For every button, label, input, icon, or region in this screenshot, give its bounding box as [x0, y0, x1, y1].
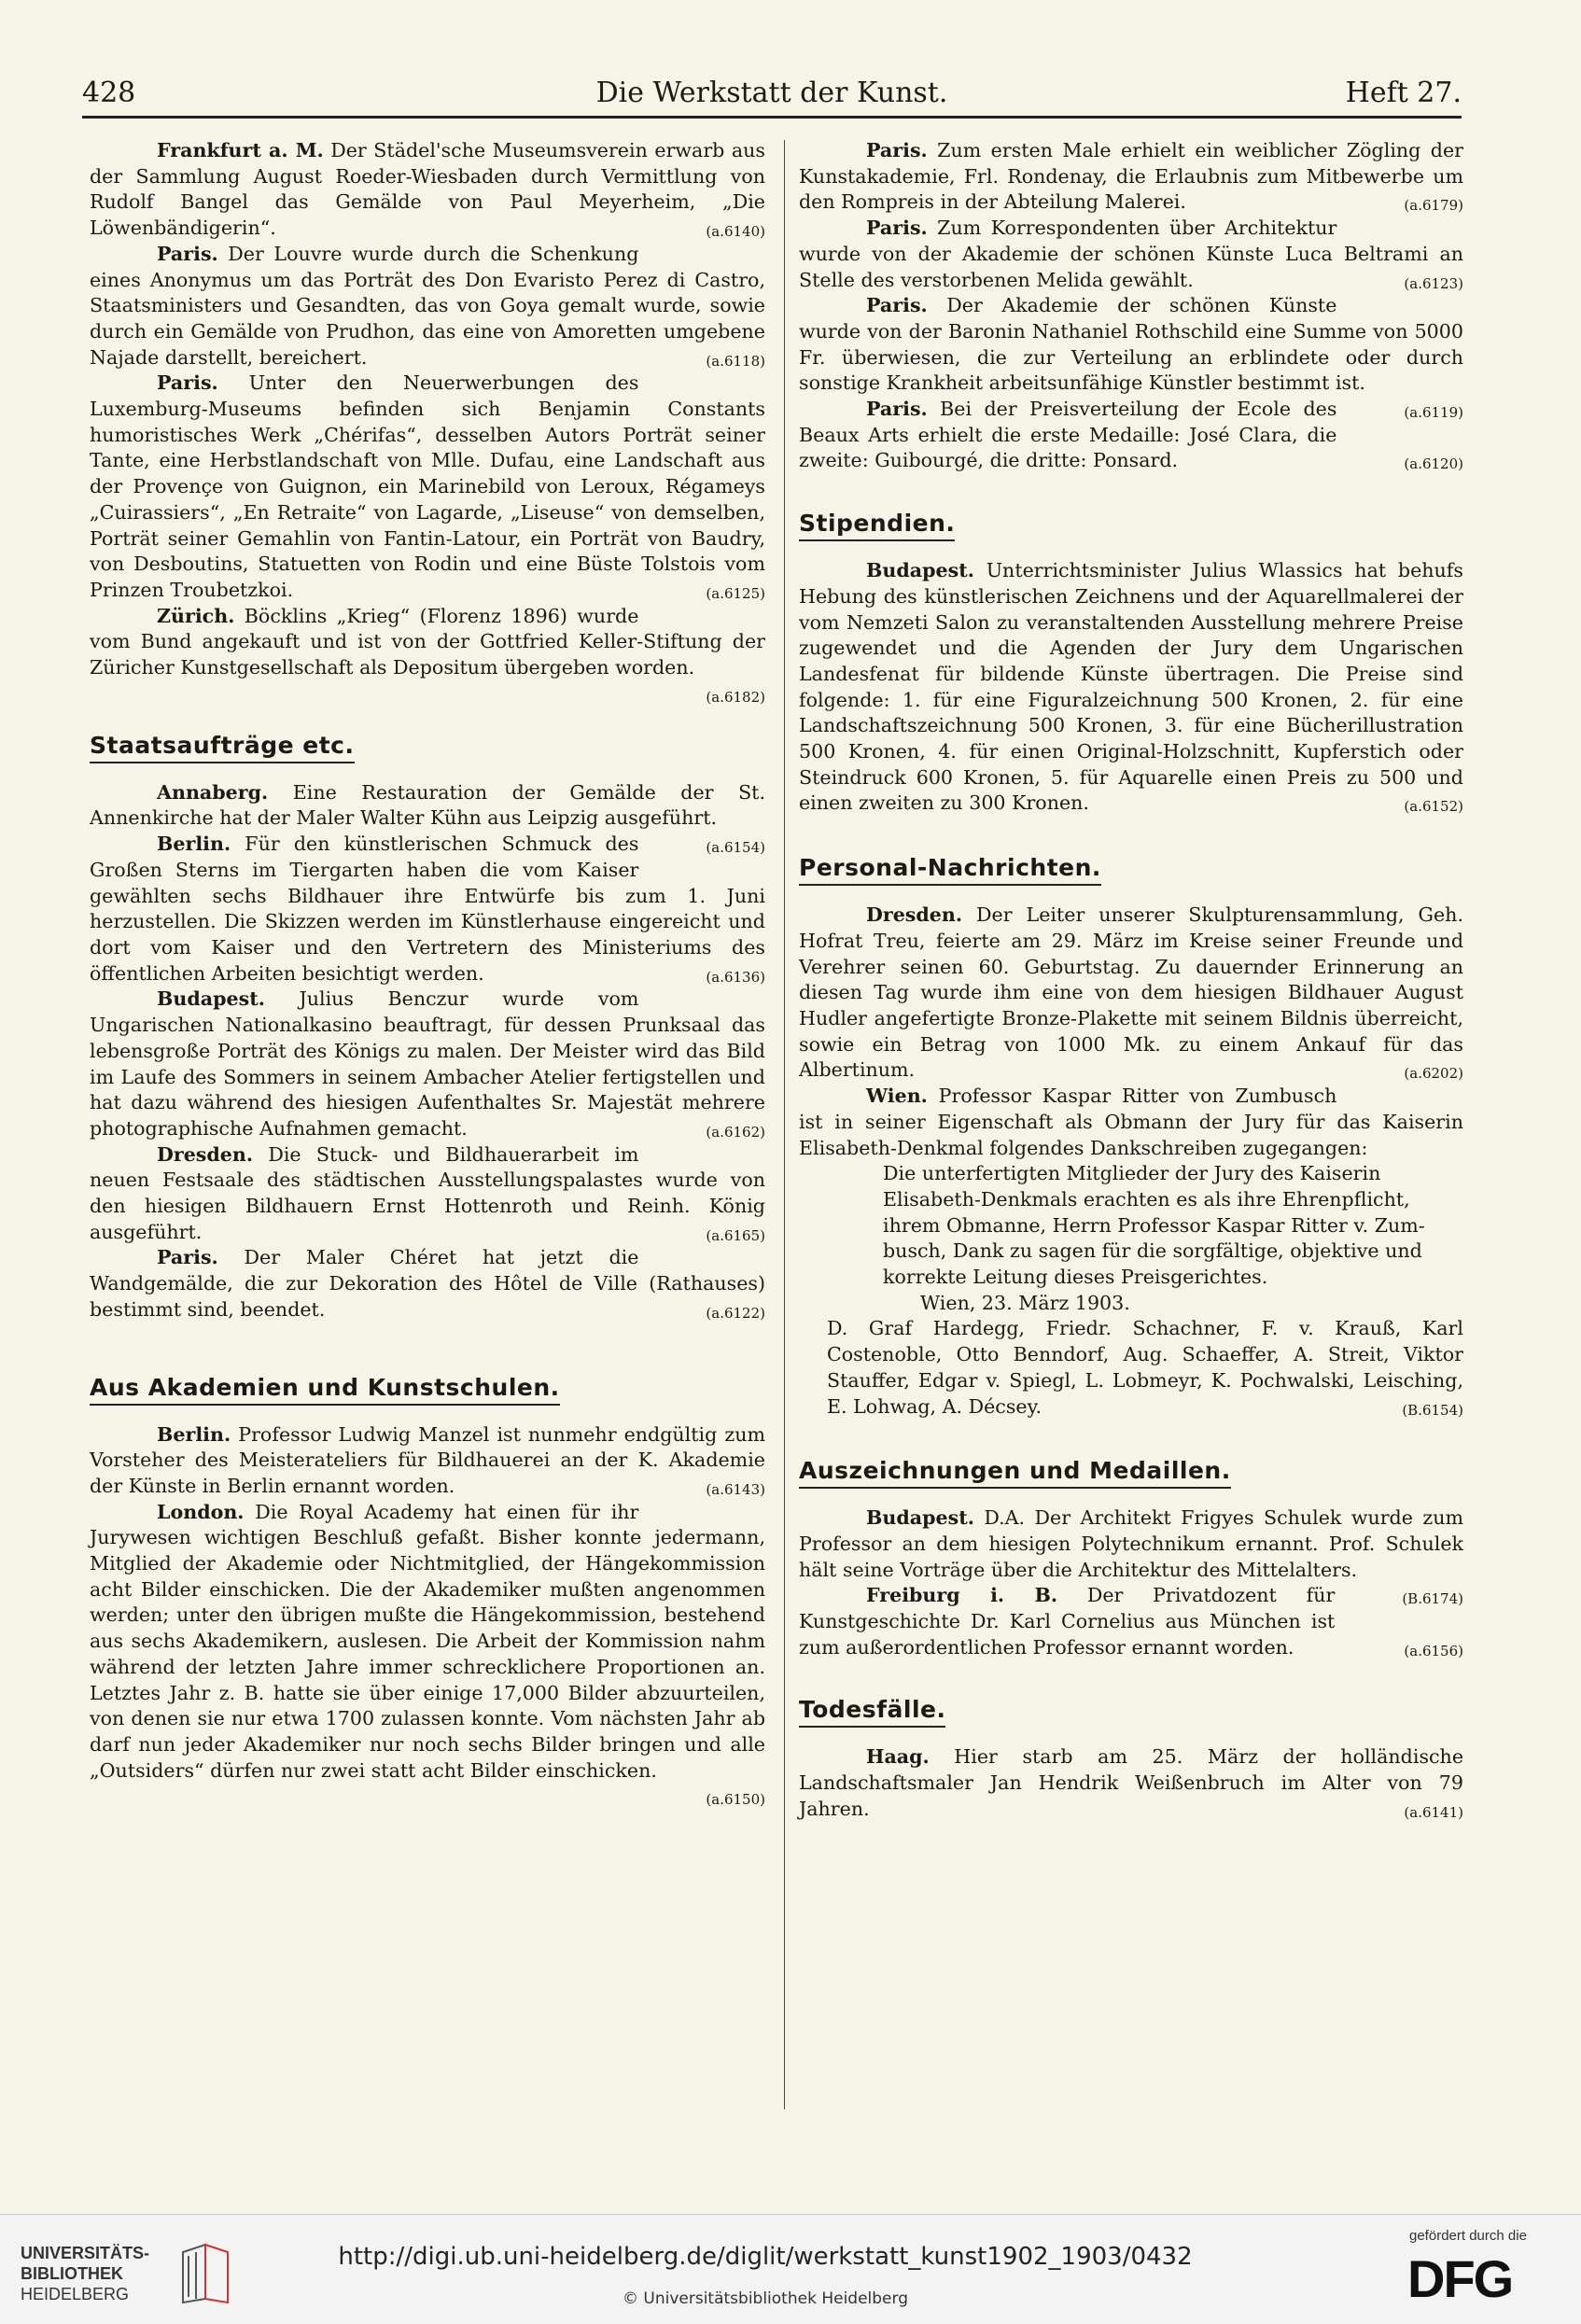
right-section1-items: [799, 558, 1463, 817]
journal-title: Die Werkstatt der Kunst.: [595, 77, 948, 109]
left-column: [90, 138, 765, 1813]
news-item-text: Zum Korrespondenten über Architektur wurde von der Akademie der schönen Künste Luca Beltrami an Stelle des verstorbenen Melida gewählt.: [799, 217, 1463, 291]
news-item-reference: (a.6202): [1404, 1065, 1463, 1083]
news-item-reference: (a.6123): [1404, 274, 1463, 292]
section-heading-staatsauftraege: Staatsaufträge etc.: [90, 732, 355, 763]
left-section2-items: [90, 1422, 766, 1809]
news-item-reference: (a.6156): [1404, 1642, 1463, 1659]
news-item-reference: (a.6162): [706, 1123, 765, 1141]
news-item-city: Dresden.: [157, 1142, 254, 1166]
left-section1-items: [90, 780, 765, 1323]
news-item-reference: (a.6120): [1404, 455, 1463, 473]
news-item-text: Bei der Preisverteilung der Ecole des Beaux Arts erhielt die erste Medaille: José Clara, die zweite: Guibourgé, die dritte: Ponsard.: [799, 398, 1337, 472]
right-top-items: [799, 138, 1463, 474]
news-item: [90, 1500, 765, 1809]
news-item: [799, 1744, 1463, 1822]
funding-label: gefördert durch die: [1409, 2228, 1527, 2244]
news-item-text: Die Royal Academy hat einen für ihr Jurywesen wichtigen Beschluß gefaßt. Bisher konnte jedermann, Mitglied der Akademie oder Nichtmitglied, der Hängekommission acht Bilder einschicken. Die der Akademiker mußten angenommen werden; unter den übrigen mußte die Hängekommission, bestehend aus sechs Akademikern, auslesen. Die Arbeit der Kommission nahm während der letzten Jahre immer schrecklichere Proportionen an. Letztes Jahr z. B. hatte sie über einige 17,000 Bilder abzuurteilen, von denen sie nur etwa 1700 zulassen konnte. Vom nächsten Jahr ab darf nun jeder Akademiker nur noch sechs Bilder bringen und alle „Outsiders“ dürfen nur zwei statt acht Bilder einschicken.: [90, 1500, 765, 1782]
letter-date: Wien, 23. März 1903.: [920, 1291, 1130, 1314]
news-item-text: Böcklins „Krieg“ (Florenz 1896) wurde vom Bund angekauft und ist von der Gottfried Keller-Stiftung der Züricher Kunstgesellschaft als Depositum übergeben worden.: [90, 604, 765, 679]
news-item-reference: (a.6119): [1404, 404, 1463, 422]
letter-reference: (B.6154): [1402, 1401, 1463, 1419]
news-item-city: Paris.: [866, 217, 928, 240]
news-item-text: Julius Benczur wurde vom Ungarischen Nationalkasino beauftragt, für dessen Prunksaal das lebensgroße Porträt des Königs zu malen. Der Meister wird das Bild im Laufe des Sommers in seinem Ambacher Atelier fertigstellen und hat dazu während des hiesigen Aufenthaltes Sr. Majestät mehrere photographische Aufnahmen gemacht.: [90, 987, 765, 1140]
right-section2-items: [799, 903, 1463, 1161]
right-column: [799, 138, 1463, 1827]
news-item-reference: (a.6141): [1404, 1803, 1463, 1821]
news-item: [799, 216, 1463, 293]
news-item-reference: (a.6179): [1404, 197, 1463, 215]
column-divider: [784, 140, 785, 2109]
news-item-text: Professor Kaspar Ritter von Zumbusch ist in seiner Eigenschaft als Obmann der Jury für das Kaiserin Elisabeth-Denkmal folgendes Dankschreiben zugegangen:: [799, 1085, 1463, 1159]
right-section4-items: [799, 1744, 1463, 1822]
letter-line: busch, Dank zu sagen für die sorgfältige, objektive und: [883, 1239, 1422, 1263]
letter-line: ihrem Obmanne, Herrn Professor Kaspar Ritter v. Zum-: [883, 1213, 1425, 1237]
news-item-city: Paris.: [866, 294, 928, 317]
right-section3-items: [799, 1505, 1463, 1660]
library-emblem-icon: [177, 2243, 233, 2304]
news-item: [799, 903, 1463, 1084]
news-item: [90, 604, 765, 706]
issue-number: Heft 27.: [1345, 77, 1462, 109]
news-item-city: Paris.: [866, 139, 928, 161]
letter-signatures: [827, 1316, 1463, 1420]
news-item-text: Der Städel'sche Museumsverein erwarb aus der Sammlung August Roeder-Wiesbaden durch Vermittlung von Rudolf Bangel das Gemälde von Paul Meyerheim, „Die Löwenbändigerin“.: [90, 139, 765, 240]
thank-you-letter: [883, 1161, 1463, 1316]
news-item-city: Zürich.: [157, 604, 235, 627]
news-item-reference: (a.6122): [706, 1304, 765, 1322]
signatures-text: D. Graf Hardegg, Friedr. Schachner, F. v. Krauß, Karl Costenoble, Otto Benndorf, Aug. Schaeffer, A. Streit, Viktor Stauffer, Edgar v. Spiegl, L. Lobmeyr, K. Pochwalski, Leisching, E. Lohwag, A. Décsey.: [827, 1317, 1463, 1418]
library-name-line1: UNIVERSITÄTS-: [21, 2244, 150, 2262]
news-item-text: Eine Restauration der Gemälde der St. Annenkirche hat der Maler Walter Kühn aus Leipzig ausgeführt.: [90, 780, 765, 830]
library-name-line2: BIBLIOTHEK: [21, 2264, 123, 2283]
news-item-city: Haag.: [866, 1745, 930, 1769]
news-item-reference: (a.6152): [1404, 798, 1463, 816]
news-item-city: Budapest.: [866, 1506, 974, 1530]
section-heading-todesfaelle: Todesfälle.: [799, 1696, 945, 1728]
news-item-reference: (a.6140): [706, 223, 765, 241]
left-top-items: [90, 138, 765, 706]
letter-line: Die unterfertigten Mitglieder der Jury des Kaiserin: [883, 1162, 1381, 1185]
news-item-city: Paris.: [157, 371, 218, 395]
permalink-url[interactable]: http://digi.ub.uni-heidelberg.de/diglit/werkstatt_kunst1902_1903/0432: [338, 2243, 1193, 2271]
news-item-reference: (a.6165): [706, 1226, 765, 1244]
news-item-text: Die Stuck- und Bildhauerarbeit im neuen Festsaale des städtischen Ausstellungspalastes wurde von den hiesigen Bildhauern Ernst Hottenroth und Reinh. König ausgeführt.: [90, 1142, 765, 1243]
news-item-city: Berlin.: [157, 1422, 231, 1446]
news-item: [90, 371, 765, 603]
copyright-notice: © Universitätsbibliothek Heidelberg: [622, 2289, 908, 2308]
news-item-text: D.A. Der Architekt Frigyes Schulek wurde zum Professor an dem hiesigen Polytechnikum ernannt. Prof. Schulek hält seine Vorträge über die Architektur des Mittelalters.: [799, 1506, 1463, 1581]
news-item: [90, 1142, 765, 1246]
news-item-text: Der Privatdozent für Kunstgeschichte Dr. Karl Cornelius aus München ist zum außerordentlichen Professor ernannt worden.: [799, 1584, 1336, 1659]
library-name-line3: HEIDELBERG: [21, 2285, 130, 2303]
news-item-reference: (a.6118): [706, 352, 765, 370]
news-item: [90, 138, 765, 242]
news-item-city: Annaberg.: [157, 780, 269, 804]
news-item-reference: (a.6136): [706, 968, 765, 986]
news-item-city: Paris.: [866, 398, 928, 421]
letter-line: Elisabeth-Denkmals erachten es als ihre Ehrenpflicht,: [883, 1187, 1410, 1211]
news-item-city: Budapest.: [866, 559, 974, 582]
news-item-text: Für den künstlerischen Schmuck des Großen Sterns im Tiergarten haben die vom Kaiser gewählten sechs Bildhauer ihre Entwürfe bis zum 1. Juni herzustellen. Die Skizzen werden im Künstlerhause eingereicht und dort vom Kaiser und den Vertretern des Ministeriums des öffentlichen Arbeiten besichtigt werden.: [90, 833, 765, 985]
news-item: [799, 558, 1463, 817]
news-item-reference: (a.6143): [706, 1480, 765, 1498]
letter-line: korrekte Leitung dieses Preisgerichtes.: [883, 1266, 1268, 1289]
news-item-text: Unterrichtsminister Julius Wlassics hat behufs Hebung des künstlerischen Zeichnens und der Aquarellmalerei der vom Nemzeti Salon zu veranstaltenden Ausstellung mehrere Preise zugewendet und die Agenden der Jury dem Ungarischen Landesfenat für bildende Künste übertragen. Die Preise sind folgende: 1. für eine Figuralzeichnung 500 Kronen, 2. für eine Landschaftszeichnung 500 Kronen, 3. für eine Bücherillustration 500 Kronen, 4. für einen Original-Holzschnitt, Kupferstich oder Steindruck 600 Kronen, 5. für Aquarelle einen Preis zu 500 und einen zweiten zu 300 Kronen.: [799, 559, 1463, 815]
news-item: [799, 1084, 1463, 1161]
section-heading-stipendien: Stipendien.: [799, 510, 955, 541]
news-item-text: Hier starb am 25. März der holländische Landschaftsmaler Jan Hendrik Weißenbruch im Alter von 79 Jahren.: [799, 1745, 1464, 1820]
page-number: 428: [82, 77, 136, 109]
news-item: [799, 293, 1463, 422]
news-item-city: Paris.: [157, 242, 218, 265]
news-item-reference: (a.6182): [706, 688, 765, 706]
news-item: [90, 987, 765, 1141]
dfg-logo[interactable]: DFG: [1407, 2249, 1513, 2308]
news-item-text: Der Akademie der schönen Künste wurde von der Baronin Nathaniel Rothschild eine Summe von 5000 Fr. überwiesen, die zur Verteilung an erblindete oder durch sonstige Krankheit arbeitsunfähige Künstler bestimmt ist.: [799, 294, 1463, 395]
digitization-footer: [0, 2214, 1581, 2324]
news-item-city: Wien.: [866, 1085, 928, 1108]
header-rule: [82, 116, 1462, 119]
news-item-text: Professor Ludwig Manzel ist nunmehr endgültig zum Vorsteher des Meisterateliers für Bildhauerei an der K. Akademie der Künste in Berlin ernannt worden.: [90, 1422, 766, 1497]
news-item-text: Der Louvre wurde durch die Schenkung eines Anonymus um das Porträt des Don Evaristo Perez di Castro, Staatsministers und Gesandten, das von Goya gemalt wurde, sowie durch ein Gemälde von Prudhon, das eine von Amoretten umgebene Najade darstellt, bereichert.: [90, 242, 765, 369]
news-item: [799, 138, 1463, 216]
news-item-city: Dresden.: [866, 903, 963, 927]
news-item-text: Unter den Neuerwerbungen des Luxemburg-Museums befinden sich Benjamin Constants humoristisches Werk „Chérifas“, desselben Autors Porträt seiner Tante, eine Herbstlandschaft von Mlle. Dufau, eine Landschaft aus der Provençe von Guignon, ein Marinebild von Leroux, Régameys „Cuirassiers“, „En Retraite“ von Lagarde, „Liseuse“ von demselben, Porträt seiner Gemahlin von Fantin-Latour, ein Porträt von Baudry, von Desboutins, Statuetten von Rodin und eine Büste Tolstois vom Prinzen Troubetzkoi.: [90, 371, 765, 601]
news-item-reference: (B.6174): [1402, 1590, 1463, 1608]
news-item-reference: (a.6154): [706, 839, 765, 857]
news-item-text: Zum ersten Male erhielt ein weiblicher Zögling der Kunstakademie, Frl. Rondenay, die Erlaubnis zum Mitbewerbe um den Rompreis in der Abteilung Malerei.: [799, 139, 1464, 214]
news-item-text: Der Leiter unserer Skulpturensammlung, Geh. Hofrat Treu, feierte am 29. März im Kreise seiner Freunde und Verehrer seinen 60. Geburtstag. Zu dauernder Erinnerung an diesen Tag wurde ihm eine von dem hiesigen Bildhauer August Hudler angefertigte Bronze-Plakette mit seinem Bildnis überreicht, sowie ein Betrag von 1000 Mk. zu einem Ankauf für das Albertinum.: [799, 903, 1463, 1082]
news-item-city: Paris.: [157, 1246, 218, 1269]
news-item-city: Budapest.: [157, 987, 265, 1011]
news-item-city: Frankfurt a. M.: [157, 139, 324, 161]
library-logo[interactable]: [21, 2243, 273, 2308]
section-heading-auszeichnungen: Auszeichnungen und Medaillen.: [799, 1457, 1231, 1489]
news-item: [90, 242, 765, 371]
section-heading-personal: Personal-Nachrichten.: [799, 854, 1101, 886]
news-item-city: London.: [157, 1500, 245, 1523]
news-item-city: Berlin.: [157, 833, 231, 856]
news-item-text: Der Maler Chéret hat jetzt die Wandgemälde, die zur Dekoration des Hôtel de Ville (Rathauses) bestimmt sind, beendet.: [90, 1246, 765, 1321]
section-heading-akademien: Aus Akademien und Kunstschulen.: [90, 1374, 560, 1406]
news-item-reference: (a.6150): [706, 1791, 765, 1809]
page-header: [82, 77, 1462, 118]
news-item: [90, 1422, 765, 1500]
news-item-reference: (a.6125): [706, 584, 765, 602]
news-item-city: Freiburg i. B.: [866, 1584, 1058, 1607]
news-item: [90, 1245, 765, 1323]
